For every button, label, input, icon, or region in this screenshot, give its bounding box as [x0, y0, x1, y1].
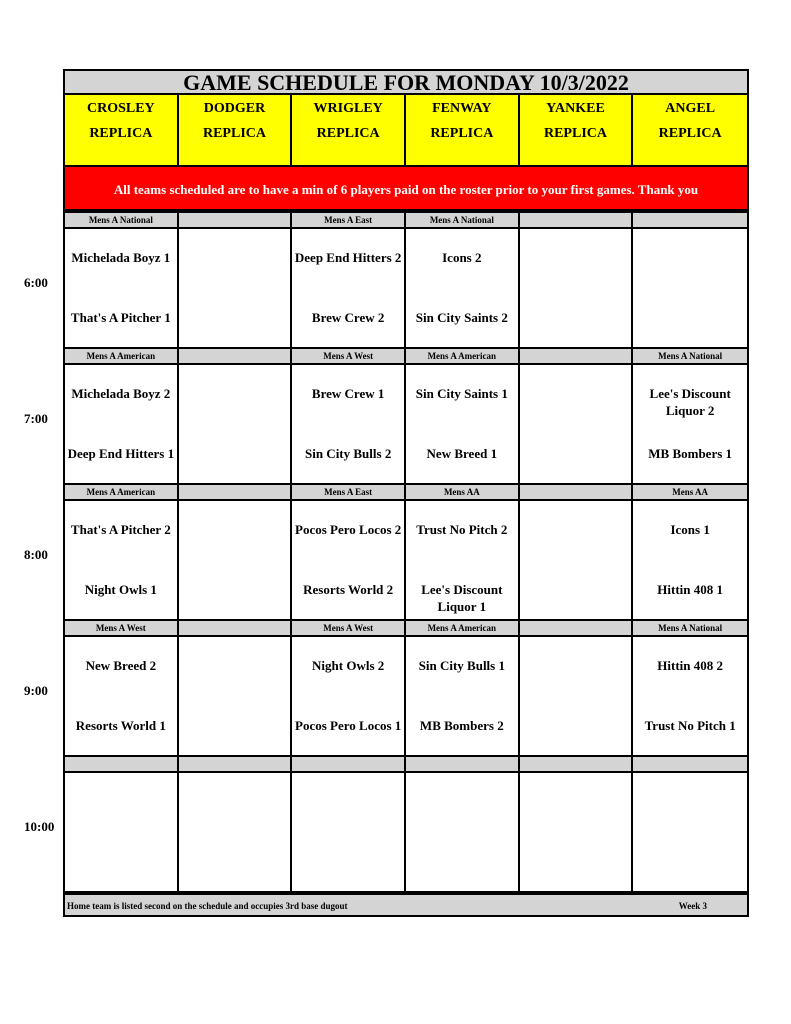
time-label: 7:00: [24, 411, 48, 426]
away-team: Sin City Saints 1: [415, 386, 508, 401]
field-header-yankee: [520, 95, 634, 165]
field-header-fenway: [406, 95, 520, 165]
time-label: 10:00: [24, 819, 55, 834]
division-row: [65, 755, 747, 771]
field-name: CROSLEY: [86, 101, 155, 116]
division-label: [520, 349, 634, 363]
field-header-wrigley: [292, 95, 406, 165]
division-label: [179, 757, 293, 771]
game-cell: [633, 773, 747, 891]
game-cell: [520, 501, 634, 619]
game-cell: [292, 773, 406, 891]
game-cell: [179, 365, 293, 483]
game-cell: [65, 637, 179, 755]
home-team: Hittin 408 1: [657, 582, 724, 597]
away-team: Trust No Pitch 2: [416, 522, 508, 537]
game-cell: [65, 365, 179, 483]
home-team: Night Owls 1: [84, 582, 157, 597]
division-label: Mens AA: [633, 485, 747, 499]
division-row: [65, 211, 747, 227]
game-cell: [179, 501, 293, 619]
away-team: Icons 1: [670, 522, 710, 537]
division-label: Mens A East: [292, 485, 406, 499]
game-cell: [292, 365, 406, 483]
division-label: Mens A American: [65, 349, 179, 363]
division-label: Mens A American: [406, 349, 520, 363]
field-header-dodger: [179, 95, 293, 165]
field-name: FENWAY: [432, 101, 492, 116]
game-cell: [65, 773, 179, 891]
game-row: [65, 499, 747, 619]
game-cell: [292, 637, 406, 755]
division-label: [179, 485, 293, 499]
game-cell: [633, 229, 747, 347]
field-name: YANKEE: [546, 101, 605, 116]
home-team-note: Home team is listed second on the schedule and occupies 3rd base dugout: [67, 901, 348, 911]
time-label: 9:00: [24, 683, 48, 698]
field-sub: REPLICA: [543, 126, 607, 141]
home-team: Pocos Pero Locos 1: [295, 718, 402, 733]
game-cell: [292, 229, 406, 347]
division-label: [633, 213, 747, 227]
division-label: [179, 621, 293, 635]
field-sub: REPLICA: [89, 126, 153, 141]
home-team: Trust No Pitch 1: [644, 718, 736, 733]
division-row: [65, 619, 747, 635]
schedule-title: GAME SCHEDULE FOR MONDAY 10/3/2022: [63, 69, 749, 93]
division-label: [633, 757, 747, 771]
week-label: Week 3: [678, 901, 707, 911]
away-team: Sin City Bulls 1: [418, 658, 505, 673]
home-team: New Breed 1: [426, 446, 498, 461]
away-team: Michelada Boyz 2: [71, 386, 171, 401]
division-label: Mens A National: [65, 213, 179, 227]
home-team: Sin City Bulls 2: [304, 446, 392, 461]
game-cell: [406, 501, 520, 619]
away-team: Lee's Discount Liquor 2: [649, 386, 731, 418]
away-team: Hittin 408 2: [657, 658, 724, 673]
division-label: [520, 485, 634, 499]
division-row: [65, 483, 747, 499]
game-row: [65, 635, 747, 755]
game-cell: [406, 637, 520, 755]
game-cell: [520, 365, 634, 483]
game-cell: [406, 773, 520, 891]
home-team: MB Bombers 2: [419, 718, 504, 733]
roster-notice: All teams scheduled are to have a min of 6 players paid on the roster prior to your first games. Thank you: [63, 165, 749, 211]
division-label: Mens A American: [406, 621, 520, 635]
division-label: [65, 757, 179, 771]
home-team: MB Bombers 1: [648, 446, 733, 461]
home-team: Resorts World 1: [75, 718, 166, 733]
away-team: Deep End Hitters 2: [294, 250, 402, 265]
home-team: Brew Crew 2: [311, 310, 385, 325]
field-sub: REPLICA: [658, 126, 722, 141]
field-name: WRIGLEY: [313, 101, 383, 116]
game-cell: [406, 229, 520, 347]
home-team: Lee's Discount Liquor 1: [421, 582, 503, 614]
away-team: Michelada Boyz 1: [71, 250, 171, 265]
division-label: Mens A National: [406, 213, 520, 227]
footer-bar: [63, 893, 749, 917]
away-team: Night Owls 2: [312, 658, 385, 673]
division-label: [520, 213, 634, 227]
division-row: [65, 347, 747, 363]
home-team: Deep End Hitters 1: [67, 446, 175, 461]
game-cell: [520, 637, 634, 755]
game-cell: [65, 501, 179, 619]
schedule-sheet: [63, 69, 749, 917]
division-label: [520, 621, 634, 635]
game-cell: [406, 365, 520, 483]
game-cell: [65, 229, 179, 347]
game-cell: [179, 637, 293, 755]
division-label: Mens A West: [292, 349, 406, 363]
game-cell: [633, 637, 747, 755]
home-team: That's A Pitcher 1: [70, 310, 171, 325]
division-label: [179, 349, 293, 363]
away-team: That's A Pitcher 2: [70, 522, 171, 537]
field-header-row: [63, 93, 749, 165]
away-team: New Breed 2: [85, 658, 157, 673]
game-row: [65, 363, 747, 483]
game-row: [65, 771, 747, 891]
game-cell: [520, 229, 634, 347]
field-name: DODGER: [203, 101, 266, 116]
division-label: Mens AA: [406, 485, 520, 499]
field-sub: REPLICA: [202, 126, 266, 141]
division-label: Mens A National: [633, 349, 747, 363]
field-header-crosley: [65, 95, 179, 165]
division-label: Mens A National: [633, 621, 747, 635]
away-team: Icons 2: [442, 250, 482, 265]
away-team: Brew Crew 1: [311, 386, 385, 401]
division-label: Mens A American: [65, 485, 179, 499]
time-label: 8:00: [24, 547, 48, 562]
time-label: 6:00: [24, 275, 48, 290]
home-team: Sin City Saints 2: [415, 310, 508, 325]
schedule-grid: [63, 211, 749, 893]
field-sub: REPLICA: [430, 126, 494, 141]
division-label: [520, 757, 634, 771]
game-cell: [179, 229, 293, 347]
division-label: Mens A West: [65, 621, 179, 635]
game-row: [65, 227, 747, 347]
field-header-angel: [633, 95, 747, 165]
game-cell: [633, 365, 747, 483]
field-name: ANGEL: [665, 101, 716, 116]
division-label: [179, 213, 293, 227]
division-label: Mens A East: [292, 213, 406, 227]
division-label: [292, 757, 406, 771]
field-sub: REPLICA: [316, 126, 380, 141]
game-cell: [292, 501, 406, 619]
home-team: Resorts World 2: [303, 582, 394, 597]
away-team: Pocos Pero Locos 2: [295, 522, 402, 537]
division-label: [406, 757, 520, 771]
game-cell: [633, 501, 747, 619]
game-cell: [179, 773, 293, 891]
game-cell: [520, 773, 634, 891]
division-label: Mens A West: [292, 621, 406, 635]
